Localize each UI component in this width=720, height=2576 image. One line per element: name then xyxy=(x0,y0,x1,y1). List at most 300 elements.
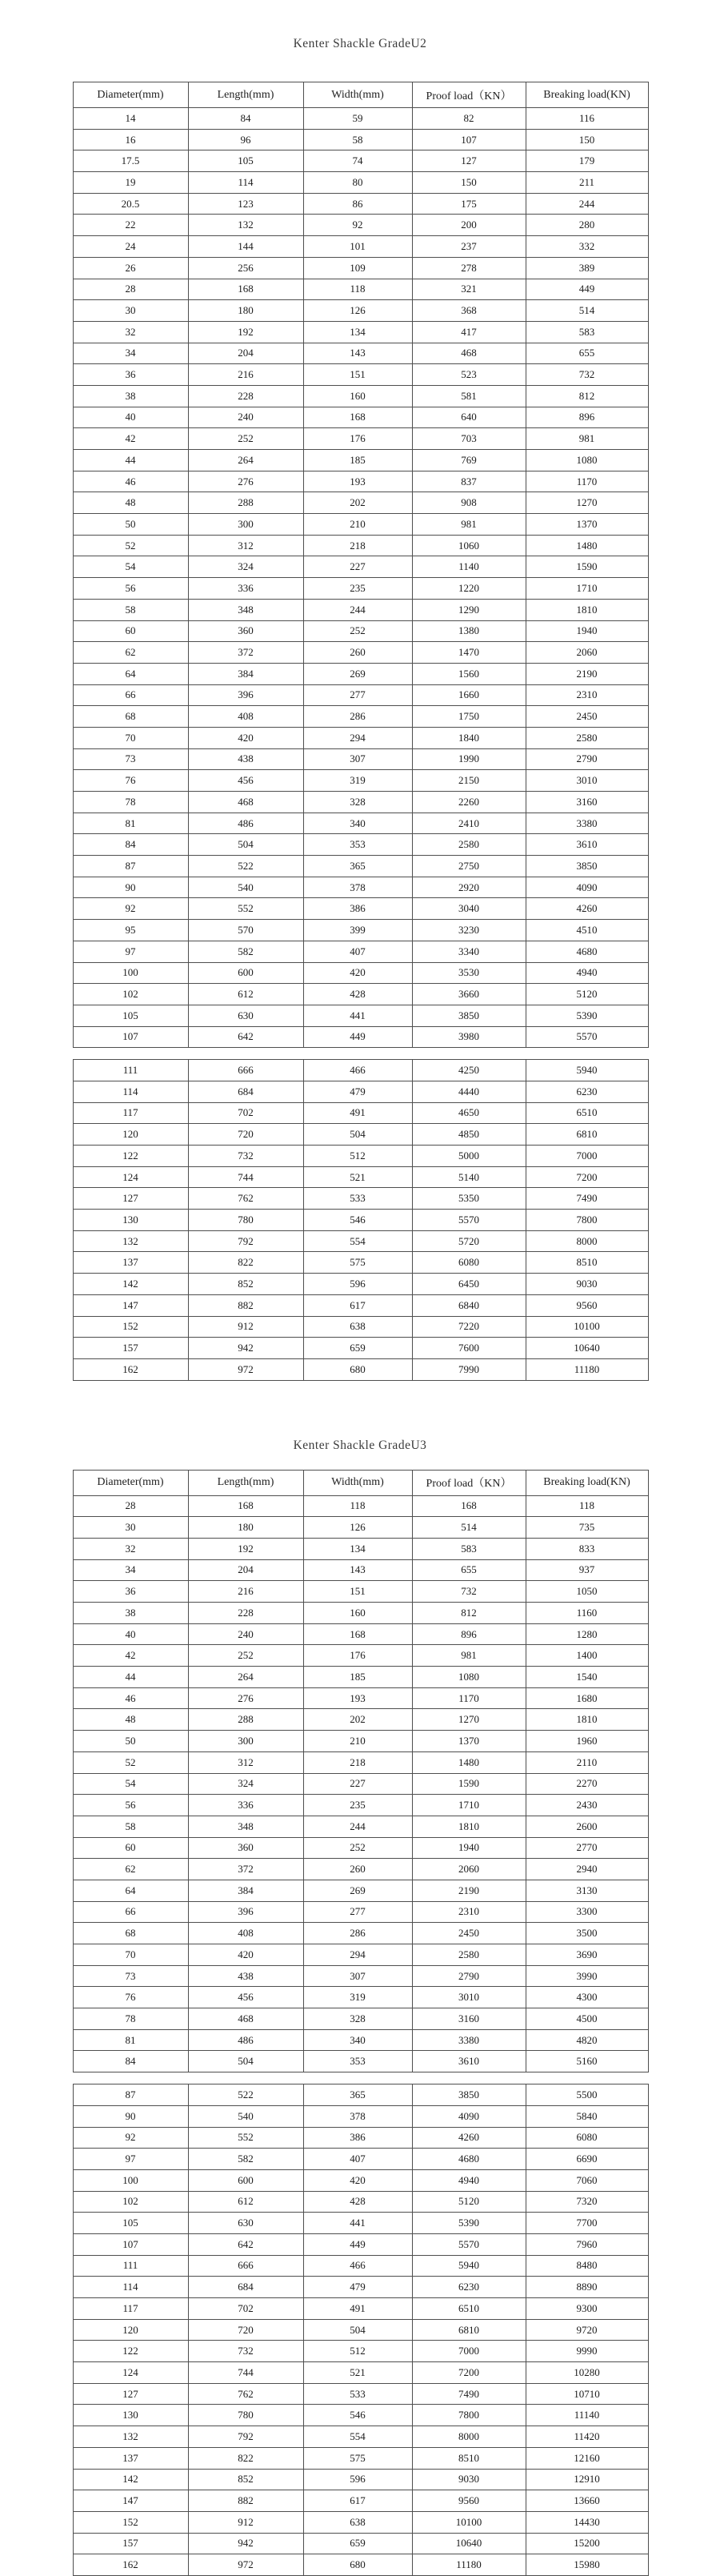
cell: 176 xyxy=(303,1645,412,1667)
cell: 10280 xyxy=(526,2362,648,2384)
cell: 185 xyxy=(303,1667,412,1688)
cell: 332 xyxy=(526,236,648,258)
cell: 2450 xyxy=(412,1923,526,1944)
cell: 130 xyxy=(73,2405,188,2426)
cell: 466 xyxy=(303,1060,412,1081)
cell: 7600 xyxy=(412,1338,526,1359)
cell: 127 xyxy=(73,1188,188,1210)
cell: 368 xyxy=(412,300,526,322)
cell: 324 xyxy=(188,1773,303,1795)
column-header-proof-load: Proof load（KN） xyxy=(412,82,526,108)
cell: 2770 xyxy=(526,1837,648,1859)
cell: 552 xyxy=(188,898,303,920)
cell: 428 xyxy=(303,2191,412,2213)
cell: 972 xyxy=(188,1358,303,1380)
cell: 822 xyxy=(188,2447,303,2469)
cell: 2410 xyxy=(412,813,526,834)
cell: 117 xyxy=(73,2298,188,2320)
cell: 7000 xyxy=(412,2341,526,2362)
cell: 428 xyxy=(303,984,412,1005)
cell: 792 xyxy=(188,1230,303,1252)
table-row xyxy=(73,257,648,279)
cell: 17.5 xyxy=(73,150,188,172)
table-row xyxy=(73,663,648,684)
cell: 479 xyxy=(303,2277,412,2298)
cell: 1280 xyxy=(526,1623,648,1645)
cell: 554 xyxy=(303,1230,412,1252)
cell: 5500 xyxy=(526,2084,648,2106)
cell: 720 xyxy=(188,1124,303,1146)
cell: 95 xyxy=(73,920,188,941)
cell: 833 xyxy=(526,1538,648,1559)
cell: 328 xyxy=(303,2008,412,2030)
table-row xyxy=(73,1274,648,1295)
cell: 972 xyxy=(188,2554,303,2576)
cell: 666 xyxy=(188,2255,303,2277)
table-row xyxy=(73,1026,648,1048)
cell: 50 xyxy=(73,514,188,536)
cell: 319 xyxy=(303,770,412,792)
cell: 486 xyxy=(188,813,303,834)
cell: 5390 xyxy=(526,1005,648,1026)
cell: 2920 xyxy=(412,877,526,898)
cell: 1220 xyxy=(412,578,526,600)
cell: 175 xyxy=(412,193,526,215)
cell: 1480 xyxy=(526,535,648,556)
table-row xyxy=(73,642,648,664)
cell: 3300 xyxy=(526,1901,648,1923)
cell: 168 xyxy=(303,407,412,428)
table-row xyxy=(73,2029,648,2051)
cell: 348 xyxy=(188,599,303,620)
cell: 9300 xyxy=(526,2298,648,2320)
cell: 438 xyxy=(188,1965,303,1987)
cell: 144 xyxy=(188,236,303,258)
cell: 100 xyxy=(73,962,188,984)
cell: 9720 xyxy=(526,2319,648,2341)
table-row xyxy=(73,684,648,706)
cell: 630 xyxy=(188,1005,303,1026)
cell: 228 xyxy=(188,1603,303,1624)
cell: 522 xyxy=(188,2084,303,2106)
table-row xyxy=(73,2469,648,2490)
cell: 4680 xyxy=(526,941,648,962)
cell: 3610 xyxy=(412,2051,526,2072)
cell: 5140 xyxy=(412,1166,526,1188)
cell: 240 xyxy=(188,1623,303,1645)
cell: 441 xyxy=(303,2213,412,2234)
cell: 4090 xyxy=(412,2105,526,2127)
table-row xyxy=(73,1294,648,1316)
cell: 6810 xyxy=(412,2319,526,2341)
cell: 3610 xyxy=(526,834,648,856)
cell: 2270 xyxy=(526,1773,648,1795)
column-header-length: Length(mm) xyxy=(188,82,303,108)
table-row xyxy=(73,1816,648,1837)
cell: 441 xyxy=(303,1005,412,1026)
table-row xyxy=(73,1338,648,1359)
cell: 11180 xyxy=(526,1358,648,1380)
cell: 417 xyxy=(412,321,526,343)
table-row xyxy=(73,556,648,578)
cell: 638 xyxy=(303,2511,412,2533)
cell: 533 xyxy=(303,1188,412,1210)
cell: 399 xyxy=(303,920,412,941)
cell: 218 xyxy=(303,535,412,556)
table-row xyxy=(73,578,648,600)
cell: 294 xyxy=(303,727,412,748)
cell: 732 xyxy=(188,2341,303,2362)
cell: 6510 xyxy=(412,2298,526,2320)
cell: 7060 xyxy=(526,2169,648,2191)
cell: 1590 xyxy=(526,556,648,578)
cell: 1810 xyxy=(526,599,648,620)
cell: 466 xyxy=(303,2255,412,2277)
cell: 2600 xyxy=(526,1816,648,1837)
cell: 92 xyxy=(303,215,412,236)
cell: 680 xyxy=(303,2554,412,2576)
cell: 4440 xyxy=(412,1081,526,1102)
cell: 87 xyxy=(73,856,188,877)
cell: 204 xyxy=(188,343,303,364)
cell: 286 xyxy=(303,706,412,728)
cell: 264 xyxy=(188,1667,303,1688)
cell: 202 xyxy=(303,1709,412,1731)
cell: 78 xyxy=(73,792,188,813)
table2-title: Kenter Shackle GradeU3 xyxy=(293,1438,427,1452)
cell: 732 xyxy=(412,1581,526,1603)
table-row xyxy=(73,1667,648,1688)
cell: 407 xyxy=(303,941,412,962)
cell: 703 xyxy=(412,428,526,450)
cell: 365 xyxy=(303,2084,412,2106)
cell: 942 xyxy=(188,2533,303,2554)
cell: 4300 xyxy=(526,1987,648,2008)
cell: 1960 xyxy=(526,1731,648,1752)
cell: 193 xyxy=(303,1687,412,1709)
cell: 1080 xyxy=(412,1667,526,1688)
cell: 2940 xyxy=(526,1859,648,1880)
cell: 151 xyxy=(303,1581,412,1603)
cell: 157 xyxy=(73,2533,188,2554)
table-row xyxy=(73,962,648,984)
cell: 269 xyxy=(303,663,412,684)
cell: 132 xyxy=(73,2426,188,2448)
cell: 137 xyxy=(73,2447,188,2469)
cell: 1050 xyxy=(526,1581,648,1603)
cell: 2310 xyxy=(412,1901,526,1923)
cell: 937 xyxy=(526,1559,648,1581)
cell: 151 xyxy=(303,364,412,386)
cell: 981 xyxy=(526,428,648,450)
cell: 1660 xyxy=(412,684,526,706)
cell: 420 xyxy=(303,2169,412,2191)
cell: 142 xyxy=(73,1274,188,1295)
cell: 152 xyxy=(73,2511,188,2533)
cell: 1810 xyxy=(412,1816,526,1837)
cell: 132 xyxy=(73,1230,188,1252)
cell: 7200 xyxy=(526,1166,648,1188)
table-row xyxy=(73,2233,648,2255)
cell: 56 xyxy=(73,578,188,600)
cell: 1370 xyxy=(412,1731,526,1752)
cell: 62 xyxy=(73,642,188,664)
cell: 9030 xyxy=(526,1274,648,1295)
cell: 150 xyxy=(412,172,526,194)
cell: 720 xyxy=(188,2319,303,2341)
cell: 666 xyxy=(188,1060,303,1081)
cell: 307 xyxy=(303,1965,412,1987)
table-row xyxy=(73,1859,648,1880)
cell: 122 xyxy=(73,1146,188,1167)
cell: 235 xyxy=(303,1795,412,1816)
cell: 7800 xyxy=(412,2405,526,2426)
cell: 152 xyxy=(73,1316,188,1338)
cell: 142 xyxy=(73,2469,188,2490)
cell: 244 xyxy=(303,1816,412,1837)
cell: 58 xyxy=(303,129,412,150)
cell: 8890 xyxy=(526,2277,648,2298)
table-row xyxy=(73,1146,648,1167)
cell: 372 xyxy=(188,1859,303,1880)
cell: 276 xyxy=(188,1687,303,1709)
table-row xyxy=(73,748,648,770)
cell: 64 xyxy=(73,1880,188,1901)
cell: 2580 xyxy=(412,834,526,856)
cell: 575 xyxy=(303,2447,412,2469)
cell: 852 xyxy=(188,2469,303,2490)
table-row xyxy=(73,1923,648,1944)
cell: 7000 xyxy=(526,1146,648,1167)
cell: 58 xyxy=(73,1816,188,1837)
table-row xyxy=(73,1901,648,1923)
cell: 244 xyxy=(303,599,412,620)
cell: 583 xyxy=(526,321,648,343)
cell: 2750 xyxy=(412,856,526,877)
cell: 126 xyxy=(303,300,412,322)
cell: 134 xyxy=(303,1538,412,1559)
cell: 276 xyxy=(188,471,303,492)
cell: 617 xyxy=(303,1294,412,1316)
cell: 235 xyxy=(303,578,412,600)
cell: 5000 xyxy=(412,1146,526,1167)
cell: 762 xyxy=(188,1188,303,1210)
cell: 218 xyxy=(303,1751,412,1773)
cell: 8480 xyxy=(526,2255,648,2277)
table2-section-b xyxy=(73,2084,649,2576)
column-header-breaking-load: Breaking load(KN) xyxy=(526,82,648,108)
cell: 4250 xyxy=(412,1060,526,1081)
cell: 769 xyxy=(412,450,526,471)
cell: 300 xyxy=(188,1731,303,1752)
cell: 26 xyxy=(73,257,188,279)
cell: 5940 xyxy=(412,2255,526,2277)
cell: 8510 xyxy=(412,2447,526,2469)
cell: 192 xyxy=(188,1538,303,1559)
cell: 7960 xyxy=(526,2233,648,2255)
cell: 5390 xyxy=(412,2213,526,2234)
cell: 2060 xyxy=(526,642,648,664)
cell: 702 xyxy=(188,2298,303,2320)
cell: 294 xyxy=(303,1944,412,1966)
cell: 160 xyxy=(303,1603,412,1624)
cell: 68 xyxy=(73,706,188,728)
cell: 521 xyxy=(303,2362,412,2384)
table-row xyxy=(73,343,648,364)
table-row xyxy=(73,215,648,236)
cell: 81 xyxy=(73,813,188,834)
cell: 280 xyxy=(526,215,648,236)
cell: 68 xyxy=(73,1923,188,1944)
table-row xyxy=(73,1709,648,1731)
cell: 32 xyxy=(73,1538,188,1559)
table-row xyxy=(73,2383,648,2405)
cell: 2580 xyxy=(412,1944,526,1966)
cell: 278 xyxy=(412,257,526,279)
table-row xyxy=(73,407,648,428)
cell: 612 xyxy=(188,984,303,1005)
cell: 780 xyxy=(188,2405,303,2426)
cell: 46 xyxy=(73,471,188,492)
cell: 1140 xyxy=(412,556,526,578)
cell: 6840 xyxy=(412,1294,526,1316)
cell: 227 xyxy=(303,1773,412,1795)
cell: 655 xyxy=(412,1559,526,1581)
cell: 3130 xyxy=(526,1880,648,1901)
cell: 50 xyxy=(73,1731,188,1752)
cell: 732 xyxy=(188,1146,303,1167)
table-row xyxy=(73,385,648,407)
table-row xyxy=(73,2084,648,2106)
table-row xyxy=(73,172,648,194)
cell: 150 xyxy=(526,129,648,150)
cell: 3380 xyxy=(526,813,648,834)
cell: 912 xyxy=(188,2511,303,2533)
cell: 122 xyxy=(73,2341,188,2362)
table-row xyxy=(73,2405,648,2426)
table-row xyxy=(73,1210,648,1231)
cell: 228 xyxy=(188,385,303,407)
table-row xyxy=(73,792,648,813)
cell: 449 xyxy=(303,1026,412,1048)
cell: 36 xyxy=(73,1581,188,1603)
cell: 3380 xyxy=(412,2029,526,2051)
cell: 192 xyxy=(188,321,303,343)
cell: 7800 xyxy=(526,1210,648,1231)
cell: 264 xyxy=(188,450,303,471)
cell: 124 xyxy=(73,1166,188,1188)
cell: 5350 xyxy=(412,1188,526,1210)
table-row xyxy=(73,1102,648,1124)
cell: 596 xyxy=(303,1274,412,1295)
table-row xyxy=(73,1495,648,1517)
cell: 6230 xyxy=(412,2277,526,2298)
cell: 408 xyxy=(188,706,303,728)
cell: 120 xyxy=(73,1124,188,1146)
header-row xyxy=(73,82,648,108)
cell: 554 xyxy=(303,2426,412,2448)
cell: 5840 xyxy=(526,2105,648,2127)
cell: 114 xyxy=(188,172,303,194)
cell: 244 xyxy=(526,193,648,215)
column-header-length: Length(mm) xyxy=(188,1470,303,1495)
cell: 659 xyxy=(303,1338,412,1359)
cell: 114 xyxy=(73,2277,188,2298)
cell: 132 xyxy=(188,215,303,236)
cell: 252 xyxy=(303,1837,412,1859)
cell: 360 xyxy=(188,620,303,642)
cell: 10100 xyxy=(412,2511,526,2533)
cell: 211 xyxy=(526,172,648,194)
cell: 4260 xyxy=(412,2127,526,2149)
cell: 78 xyxy=(73,2008,188,2030)
table-row xyxy=(73,535,648,556)
cell: 73 xyxy=(73,748,188,770)
cell: 162 xyxy=(73,2554,188,2576)
cell: 22 xyxy=(73,215,188,236)
table-row xyxy=(73,727,648,748)
cell: 908 xyxy=(412,492,526,514)
cell: 7990 xyxy=(412,1358,526,1380)
table-row xyxy=(73,599,648,620)
cell: 14430 xyxy=(526,2511,648,2533)
cell: 1710 xyxy=(526,578,648,600)
cell: 127 xyxy=(412,150,526,172)
cell: 24 xyxy=(73,236,188,258)
cell: 2430 xyxy=(526,1795,648,1816)
cell: 114 xyxy=(73,1081,188,1102)
table1-gradeU2 xyxy=(73,82,648,1381)
cell: 4650 xyxy=(412,1102,526,1124)
cell: 582 xyxy=(188,2149,303,2170)
cell: 19 xyxy=(73,172,188,194)
cell: 514 xyxy=(412,1517,526,1539)
cell: 2110 xyxy=(526,1751,648,1773)
cell: 420 xyxy=(188,1944,303,1966)
cell: 981 xyxy=(412,514,526,536)
header-row xyxy=(73,1470,648,1495)
table-row xyxy=(73,279,648,300)
table-row xyxy=(73,1603,648,1624)
cell: 185 xyxy=(303,450,412,471)
cell: 2190 xyxy=(412,1880,526,1901)
cell: 4820 xyxy=(526,2029,648,2051)
cell: 252 xyxy=(188,1645,303,1667)
cell: 8000 xyxy=(526,1230,648,1252)
table-row xyxy=(73,2127,648,2149)
cell: 1370 xyxy=(526,514,648,536)
cell: 486 xyxy=(188,2029,303,2051)
cell: 160 xyxy=(303,385,412,407)
column-header-diameter: Diameter(mm) xyxy=(73,1470,188,1495)
cell: 2060 xyxy=(412,1859,526,1880)
table2-section-a xyxy=(73,1470,649,2073)
table-row xyxy=(73,150,648,172)
table-row xyxy=(73,2490,648,2512)
cell: 600 xyxy=(188,2169,303,2191)
table-row xyxy=(73,1944,648,1966)
cell: 12160 xyxy=(526,2447,648,2469)
cell: 3660 xyxy=(412,984,526,1005)
cell: 82 xyxy=(412,108,526,130)
cell: 7700 xyxy=(526,2213,648,2234)
cell: 3160 xyxy=(412,2008,526,2030)
table-row xyxy=(73,2511,648,2533)
cell: 116 xyxy=(526,108,648,130)
cell: 1080 xyxy=(526,450,648,471)
cell: 780 xyxy=(188,1210,303,1231)
table-row xyxy=(73,108,648,130)
